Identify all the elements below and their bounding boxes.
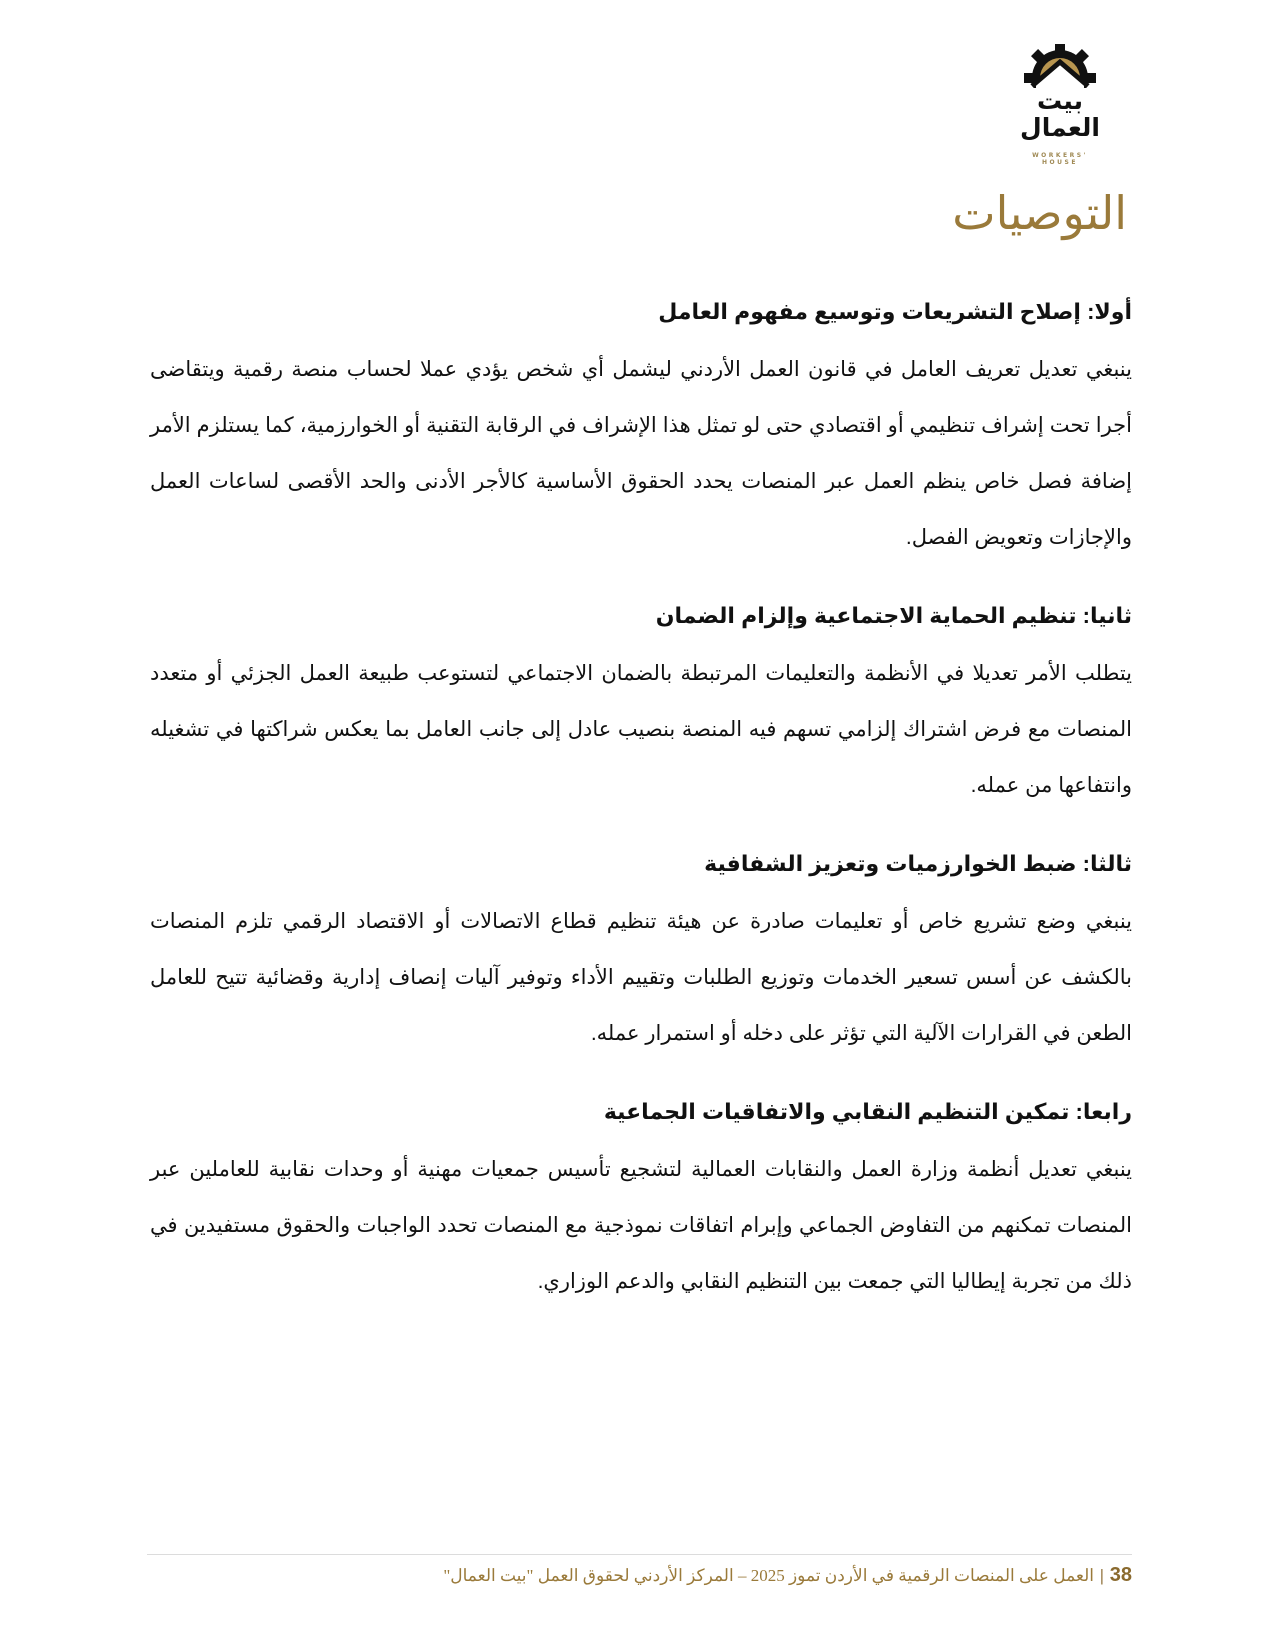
page-number: 38	[1109, 1564, 1132, 1586]
page-footer	[443, 1564, 1132, 1587]
section-heading: ثالثا: ضبط الخوارزميات وتعزيز الشفافية	[704, 851, 1132, 876]
logo-english: WORKERS' HOUSE	[1032, 152, 1088, 166]
page-title: التوصيات	[952, 186, 1127, 240]
logo-arabic-line1: بيت	[1036, 86, 1084, 115]
section-3	[150, 834, 1132, 1062]
section-body: ينبغي وضع تشريع خاص أو تعليمات صادرة عن هيئة تنظيم قطاع الاتصالات أو الاقتصاد الرقمي تلزم المنصات بالكشف عن أسس تسعير الخدمات وتوزيع الطلبات وتقييم الأداء وتوفير آليات إنصاف إدارية وقضائية تتيح للعامل الطعن في القرارات الآلية التي تؤثر على دخله أو استمرار عمله.	[150, 910, 1132, 1045]
footer-text: العمل على المنصات الرقمية في الأردن تموز 2025 – المركز الأردني لحقوق العمل "بيت العمال"	[443, 1566, 1094, 1585]
section-1	[150, 282, 1132, 566]
footer-divider	[147, 1554, 1132, 1555]
recommendations-content	[150, 282, 1132, 1330]
logo	[1012, 44, 1108, 164]
footer-separator: |	[1100, 1566, 1104, 1585]
section-2	[150, 586, 1132, 814]
section-4	[150, 1082, 1132, 1310]
section-body: ينبغي تعديل تعريف العامل في قانون العمل الأردني ليشمل أي شخص يؤدي عملا لحساب منصة رقمية ويتقاضى أجرا تحت إشراف تنظيمي أو اقتصادي حتى لو تمثل هذا الإشراف في الرقابة التقنية أو الخوارزمية، كما يستلزم الأمر إضافة فصل خاص ينظم العمل عبر المنصات يحدد الحقوق الأساسية كالأجر الأدنى والحد الأقصى لساعات العمل والإجازات وتعويض الفصل.	[150, 358, 1132, 549]
section-heading: أولا: إصلاح التشريعات وتوسيع مفهوم العامل	[658, 299, 1132, 324]
section-heading: رابعا: تمكين التنظيم النقابي والاتفاقيات الجماعية	[603, 1099, 1132, 1124]
section-body: يتطلب الأمر تعديلا في الأنظمة والتعليمات المرتبطة بالضمان الاجتماعي لتستوعب طبيعة العمل الجزئي أو متعدد المنصات مع فرض اشتراك إلزامي تسهم فيه المنصة بنصيب عادل إلى جانب العامل بما يعكس شراكتها في تشغيله وانتفاعها من عمله.	[150, 662, 1132, 797]
logo-arabic-line2: العمال	[1020, 113, 1100, 142]
section-heading: ثانيا: تنظيم الحماية الاجتماعية وإلزام الضمان	[655, 603, 1132, 628]
section-body: ينبغي تعديل أنظمة وزارة العمل والنقابات العمالية لتشجيع تأسيس جمعيات مهنية أو وحدات نقابية للعاملين عبر المنصات تمكنهم من التفاوض الجماعي وإبرام اتفاقات نموذجية مع المنصات تحدد الواجبات والحقوق مستفيدين في ذلك من تجربة إيطاليا التي جمعت بين التنظيم النقابي والدعم الوزاري.	[150, 1158, 1132, 1293]
